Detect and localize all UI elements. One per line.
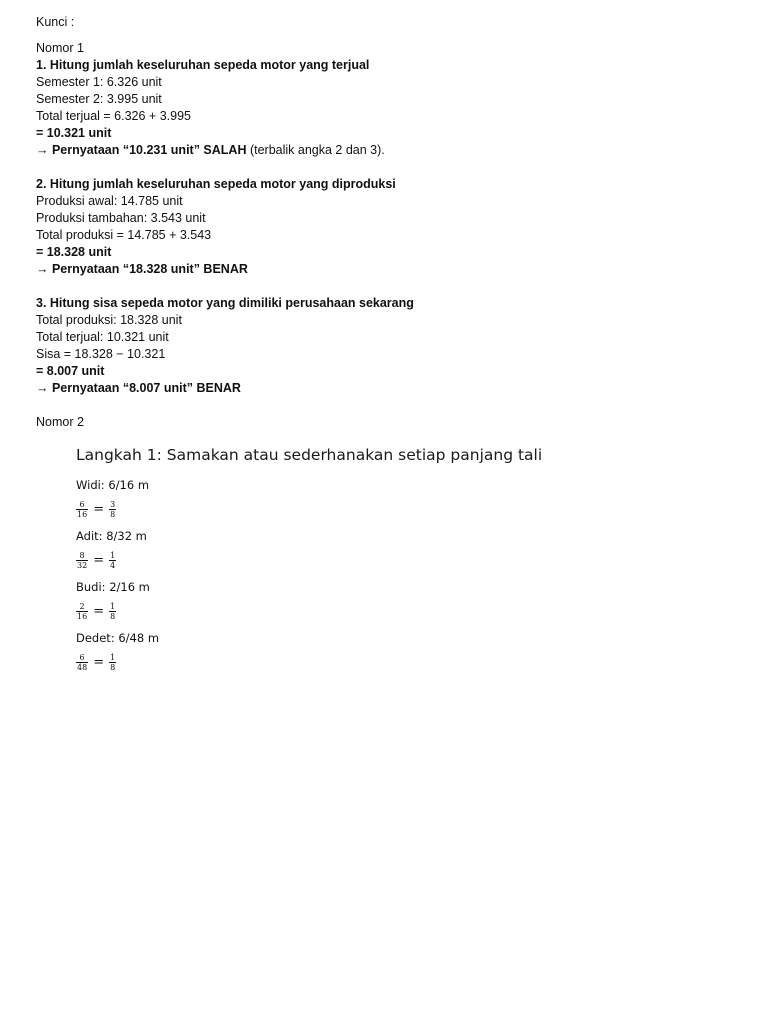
rope-item-budi — [76, 580, 736, 623]
step-3-line-2: Total terjual: 10.321 unit — [36, 330, 169, 344]
equals-sign: = — [93, 603, 105, 619]
step-1-conclusion-note: (terbalik angka 2 dan 3). — [246, 143, 385, 157]
step-2-result: = 18.328 unit — [36, 245, 112, 259]
step-3-result: = 8.007 unit — [36, 364, 105, 378]
step-1-conclusion-statement: → Pernyataan “10.231 unit” SALAH — [36, 143, 247, 157]
denominator: 8 — [110, 662, 116, 672]
rope-name: Adit: 8/32 m — [76, 529, 147, 543]
rope-item-widi — [76, 478, 736, 521]
step-3-line-3: Sisa = 18.328 − 10.321 — [36, 347, 166, 361]
equals-sign: = — [93, 552, 105, 568]
numerator: 1 — [110, 550, 116, 560]
nomor-1-step-1 — [36, 57, 736, 159]
fraction-equation — [76, 548, 736, 572]
step-3-line-1: Total produksi: 18.328 unit — [36, 313, 182, 327]
numerator: 1 — [110, 601, 116, 611]
step-2-line-1: Produksi awal: 14.785 unit — [36, 194, 183, 208]
numerator: 8 — [79, 550, 85, 560]
fraction-original — [76, 602, 88, 621]
langkah-1-title: Langkah 1: Samakan atau sederhanakan setiap panjang tali — [76, 446, 543, 464]
step-2-title: 2. Hitung jumlah keseluruhan sepeda motor yang diproduksi — [36, 177, 396, 191]
equals-sign: = — [93, 654, 105, 670]
rope-name: Budi: 2/16 m — [76, 580, 150, 594]
numerator: 1 — [110, 652, 116, 662]
denominator: 8 — [110, 509, 116, 519]
denominator: 32 — [77, 560, 88, 570]
nomor-1-step-2 — [36, 176, 736, 278]
fraction-simplified — [109, 602, 116, 621]
fraction-simplified — [109, 551, 116, 570]
rope-name: Dedet: 6/48 m — [76, 631, 160, 645]
rope-name: Widi: 6/16 m — [76, 478, 150, 492]
step-1-result: = 10.321 unit — [36, 126, 112, 140]
answer-key-document — [36, 14, 736, 682]
fraction-simplified — [109, 500, 116, 519]
nomor-1-label: Nomor 1 — [36, 41, 84, 55]
numerator: 3 — [110, 499, 116, 509]
denominator: 8 — [110, 611, 116, 621]
fraction-equation — [76, 650, 736, 674]
rope-item-dedet — [76, 631, 736, 674]
numerator: 6 — [79, 499, 85, 509]
numerator: 2 — [79, 601, 85, 611]
fraction-simplified — [109, 653, 116, 672]
step-2-line-3: Total produksi = 14.785 + 3.543 — [36, 228, 212, 242]
fraction-equation — [76, 497, 736, 521]
step-1-conclusion — [36, 142, 736, 159]
equals-sign: = — [93, 501, 105, 517]
denominator: 16 — [77, 611, 88, 621]
step-2-line-2: Produksi tambahan: 3.543 unit — [36, 211, 206, 225]
nomor-1-step-3 — [36, 295, 736, 397]
nomor-2-embedded-solution — [76, 445, 736, 674]
fraction-original — [76, 500, 88, 519]
step-1-title: 1. Hitung jumlah keseluruhan sepeda motor yang terjual — [36, 58, 370, 72]
header-kunci: Kunci : — [36, 15, 75, 29]
fraction-equation — [76, 599, 736, 623]
denominator: 48 — [77, 662, 88, 672]
step-1-line-1: Semester 1: 6.326 unit — [36, 75, 162, 89]
step-3-title: 3. Hitung sisa sepeda motor yang dimiliki perusahaan sekarang — [36, 296, 414, 310]
step-1-line-3: Total terjual = 6.326 + 3.995 — [36, 109, 191, 123]
fraction-original — [76, 653, 88, 672]
denominator: 4 — [110, 560, 116, 570]
step-2-conclusion: → Pernyataan “18.328 unit” BENAR — [36, 262, 248, 276]
rope-item-adit — [76, 529, 736, 572]
nomor-2-label: Nomor 2 — [36, 415, 84, 429]
numerator: 6 — [79, 652, 85, 662]
step-3-conclusion: → Pernyataan “8.007 unit” BENAR — [36, 381, 241, 395]
denominator: 16 — [77, 509, 88, 519]
step-1-line-2: Semester 2: 3.995 unit — [36, 92, 162, 106]
fraction-original — [76, 551, 88, 570]
